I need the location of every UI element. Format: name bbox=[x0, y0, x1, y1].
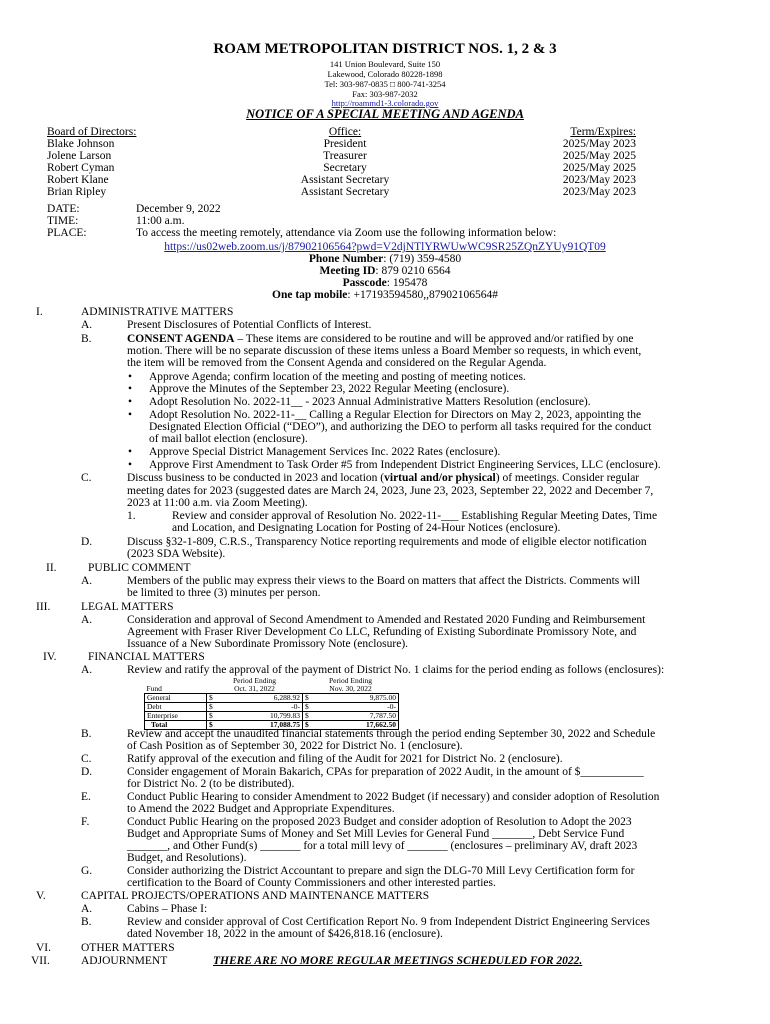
period-header-1a: Period Ending bbox=[232, 676, 277, 685]
time-value: 11:00 a.m. bbox=[136, 215, 185, 227]
fund-name: Debt bbox=[145, 703, 207, 712]
item-letter: A. bbox=[81, 903, 93, 915]
section-number: V. bbox=[36, 890, 46, 902]
total-nov: 17,662.50 bbox=[321, 721, 398, 730]
dollar-sign: $ bbox=[303, 694, 322, 703]
item-text: of mail ballot election (enclosure). bbox=[149, 433, 308, 445]
meetings-line bbox=[127, 472, 639, 484]
item-text: Discuss business to be conducted in 2023 and location ( bbox=[127, 472, 385, 484]
item-text: the item will be removed from the Consent Agenda and considered on the Regular Agenda. bbox=[127, 357, 547, 369]
item-text: – These items are considered to be routine and will be approved and/or ratified by one bbox=[234, 333, 634, 345]
dollar-sign: $ bbox=[303, 703, 322, 712]
section-number: VI. bbox=[36, 942, 52, 954]
director-office: Secretary bbox=[323, 162, 367, 174]
director-office: President bbox=[323, 138, 367, 150]
director-office: Assistant Secretary bbox=[300, 186, 390, 198]
director-name: Robert Klane bbox=[47, 174, 109, 186]
period-header-2a: Period Ending bbox=[328, 676, 373, 685]
consent-agenda-heading: CONSENT AGENDA bbox=[127, 333, 235, 345]
passcode-value: : 195478 bbox=[386, 277, 428, 289]
dollar-sign: $ bbox=[207, 712, 226, 721]
item-text: Agreement with Fraser River Development Co LLC, Refunding of Existing Subordinate Promissory Note, and bbox=[127, 626, 637, 638]
one-tap-value: : +17193594580,,87902106564# bbox=[347, 289, 498, 301]
item-letter: D. bbox=[81, 766, 93, 778]
address-line-1: 141 Union Boulevard, Suite 150 bbox=[329, 59, 441, 69]
one-tap-row bbox=[0, 289, 770, 301]
notice-heading: NOTICE OF A SPECIAL MEETING AND AGENDA bbox=[246, 107, 524, 121]
board-header: Board of Directors: bbox=[47, 126, 137, 138]
item-letter: A. bbox=[81, 614, 93, 626]
item-text: Conduct Public Hearing to consider Amendment to 2022 Budget (if necessary) and consider adoption of Resolution bbox=[127, 791, 660, 803]
fund-header: Fund bbox=[145, 685, 207, 694]
director-name: Robert Cyman bbox=[47, 162, 115, 174]
item-text: ) of meetings. Consider regular bbox=[495, 472, 640, 484]
director-term: 2025/May 2025 bbox=[562, 150, 636, 162]
item-letter: A. bbox=[81, 319, 93, 331]
passcode-row bbox=[0, 277, 770, 289]
phone-line: Tel: 303-987-0835 □ 800-741-3254 bbox=[324, 79, 446, 89]
item-text: Budget and Appropriate Sums of Money and Set Mill Levies for General Fund _______, Debt Service Fund bbox=[127, 828, 625, 840]
meeting-location-emphasis: virtual and/or physical bbox=[384, 472, 496, 484]
dollar-sign: $ bbox=[303, 712, 322, 721]
total-label: Total bbox=[145, 721, 207, 730]
zoom-link[interactable]: https://us02web.zoom.us/j/87902106564?pwd=V2djNTlYRWUwWC9SR25ZQnZYUy91QT09 bbox=[164, 241, 606, 253]
phone-number-value: : (719) 359-4580 bbox=[383, 253, 462, 265]
amount-oct: 10,799.83 bbox=[225, 712, 302, 721]
item-text: Cabins – Phase I: bbox=[127, 903, 208, 915]
item-text: (2023 SDA Website). bbox=[127, 548, 226, 560]
section-number: II. bbox=[46, 562, 57, 574]
meeting-id-label: Meeting ID bbox=[319, 265, 376, 277]
section-title: ADJOURNMENT bbox=[81, 955, 168, 967]
passcode-label: Passcode bbox=[342, 277, 387, 289]
website-link[interactable]: http://roammd1-3.colorado.gov bbox=[331, 98, 439, 108]
director-name: Blake Johnson bbox=[47, 138, 115, 150]
amount-oct: -0- bbox=[225, 703, 302, 712]
zoom-link-row bbox=[0, 241, 770, 253]
phone-number-label: Phone Number bbox=[308, 253, 384, 265]
one-tap-label: One tap mobile bbox=[272, 289, 348, 301]
no-more-meetings-note: THERE ARE NO MORE REGULAR MEETINGS SCHEDULED FOR 2022. bbox=[213, 955, 583, 967]
consent-bullet: • Approve First Amendment to Task Order #5 from Independent District Engineering Services, LLC (enclosure). bbox=[149, 459, 661, 471]
section-title: LEGAL MATTERS bbox=[81, 601, 174, 613]
section-number: IV. bbox=[43, 651, 57, 663]
item-letter: A. bbox=[81, 575, 93, 587]
item-text: to Amend the 2022 Budget and Appropriate Expenditures. bbox=[127, 803, 395, 815]
consent-bullet: • Approve Agenda; confirm location of the meeting and posting of meeting notices. bbox=[149, 371, 526, 383]
meeting-id-value: : 879 0210 6564 bbox=[375, 265, 451, 277]
section-number: I. bbox=[36, 306, 43, 318]
item-text: for District No. 2 (to be distributed). bbox=[127, 778, 295, 790]
fax-line: Fax: 303-987-2032 bbox=[352, 89, 418, 99]
place-label: PLACE: bbox=[47, 227, 87, 239]
item-text: Review and consider approval of Resolution No. 2022-11-___ Establishing Regular Meeting Dates, Time bbox=[172, 510, 658, 522]
district-title: ROAM METROPOLITAN DISTRICT NOS. 1, 2 & 3 bbox=[213, 41, 557, 57]
amount-nov: -0- bbox=[321, 703, 398, 712]
dollar-sign: $ bbox=[207, 703, 226, 712]
term-header: Term/Expires: bbox=[570, 126, 636, 138]
section-number: VII. bbox=[31, 955, 50, 967]
director-term: 2025/May 2025 bbox=[562, 162, 636, 174]
item-letter: F. bbox=[81, 816, 90, 828]
item-text: Review and ratify the approval of the payment of District No. 1 claims for the period ending as follows (enclosures): bbox=[127, 664, 665, 676]
consent-bullet: • Approve the Minutes of the September 23, 2022 Regular Meeting (enclosure). bbox=[149, 383, 509, 395]
amount-oct: 6,288.92 bbox=[225, 694, 302, 703]
consent-agenda-line bbox=[127, 333, 734, 345]
dollar-sign: $ bbox=[207, 721, 226, 730]
item-text: Members of the public may express their views to the Board on matters that affect the Districts. Comments will bbox=[127, 575, 641, 587]
section-title: ADMINISTRATIVE MATTERS bbox=[81, 306, 234, 318]
item-letter: G. bbox=[81, 865, 93, 877]
item-text: _______, and Other Fund(s) _______ for a total mill levy of _______ (enclosures – preliminary AV, draft 2023 bbox=[127, 840, 638, 852]
office-header: Office: bbox=[328, 126, 362, 138]
item-text: motion. There will be no separate discussion of these items unless a Board Member so requests, in which event, bbox=[127, 345, 642, 357]
total-oct: 17,088.75 bbox=[225, 721, 302, 730]
amount-nov: 7,787.50 bbox=[321, 712, 398, 721]
item-text: Review and accept the unaudited financial statements through the period ending September 30, 2022 and Schedule bbox=[127, 728, 656, 740]
item-text: Budget, and Resolutions). bbox=[127, 852, 247, 864]
fund-name: Enterprise bbox=[145, 712, 207, 721]
time-label: TIME: bbox=[47, 215, 79, 227]
item-text: Ratify approval of the execution and filing of the Audit for 2021 for District No. 2 (enclosure). bbox=[127, 753, 563, 765]
director-name: Brian Ripley bbox=[47, 186, 107, 198]
item-letter: B. bbox=[81, 916, 92, 928]
item-text: Review and consider approval of Cost Certification Report No. 9 from Independent District Engineering Services bbox=[127, 916, 650, 928]
item-text: meeting dates for 2023 (suggested dates are March 24, 2023, June 23, 2023, September 22, 2022 and December 7, bbox=[127, 485, 654, 497]
item-text: Conduct Public Hearing on the proposed 2023 Budget and consider adoption of Resolution to Adopt the 2023 bbox=[127, 816, 632, 828]
section-number: III. bbox=[36, 601, 51, 613]
claims-table bbox=[144, 677, 399, 730]
item-letter: A. bbox=[81, 664, 93, 676]
item-text: 2023 at 11:00 a.m. via Zoom Meeting). bbox=[127, 497, 308, 509]
phone-number-row bbox=[0, 253, 770, 265]
item-text: certification to the Board of County Commissioners and other interested parties. bbox=[127, 877, 496, 889]
date-label: DATE: bbox=[47, 203, 80, 215]
director-name: Jolene Larson bbox=[47, 150, 112, 162]
director-term: 2023/May 2023 bbox=[562, 174, 636, 186]
director-term: 2025/May 2023 bbox=[562, 138, 636, 150]
item-letter: C. bbox=[81, 753, 92, 765]
dollar-sign: $ bbox=[207, 694, 226, 703]
period-header-1b: Oct. 31, 2022 bbox=[207, 685, 303, 694]
item-text: of Cash Position as of September 30, 2022 for District No. 1 (enclosure). bbox=[127, 740, 463, 752]
director-term: 2023/May 2023 bbox=[562, 186, 636, 198]
director-office: Assistant Secretary bbox=[300, 174, 390, 186]
item-letter: E. bbox=[81, 791, 91, 803]
place-value: To access the meeting remotely, attendance via Zoom use the following information below: bbox=[136, 227, 557, 239]
item-letter: B. bbox=[81, 728, 92, 740]
dollar-sign: $ bbox=[303, 721, 322, 730]
item-text: Consider engagement of Morain Bakarich, CPAs for preparation of 2022 Audit, in the amount of $___________ bbox=[127, 766, 644, 778]
item-text: Issuance of a New Subordinate Promissory Note (enclosure). bbox=[127, 638, 409, 650]
address-line-2: Lakewood, Colorado 80228-1898 bbox=[327, 69, 443, 79]
consent-bullet: • Adopt Resolution No. 2022-11__ - 2023 Annual Administrative Matters Resolution (enclosure). bbox=[149, 396, 591, 408]
consent-bullet: • Adopt Resolution No. 2022-11-__ Calling a Regular Election for Directors on May 2, 2023, appointing the bbox=[149, 409, 641, 421]
subitem-number: 1. bbox=[127, 510, 136, 522]
item-text: dated November 18, 2022 in the amount of $426,818.16 (enclosure). bbox=[127, 928, 443, 940]
item-text: Present Disclosures of Potential Conflicts of Interest. bbox=[127, 319, 372, 331]
amount-nov: 9,875.00 bbox=[321, 694, 398, 703]
section-title: OTHER MATTERS bbox=[81, 942, 175, 954]
item-text: Consideration and approval of Second Amendment to Amended and Restated 2020 Funding and Reimbursement bbox=[127, 614, 646, 626]
item-text: Consider authorizing the District Accountant to prepare and sign the DLG-70 Mill Levy Certification form for bbox=[127, 865, 635, 877]
item-text: and Location, and Designating Location for Posting of 24-Hour Notices (enclosure). bbox=[172, 522, 561, 534]
section-title: CAPITAL PROJECTS/OPERATIONS AND MAINTENANCE MATTERS bbox=[81, 890, 430, 902]
consent-bullet: • Approve Special District Management Services Inc. 2022 Rates (enclosure). bbox=[149, 446, 500, 458]
item-text: Discuss §32-1-809, C.R.S., Transparency Notice reporting requirements and mode of eligible elector notification bbox=[127, 536, 647, 548]
item-text: Designated Election Official (“DEO”), and authorizing the DEO to perform all tasks required for the conduct bbox=[149, 421, 652, 433]
section-title: FINANCIAL MATTERS bbox=[88, 651, 205, 663]
item-letter: C. bbox=[81, 472, 92, 484]
date-value: December 9, 2022 bbox=[136, 203, 221, 215]
section-title: PUBLIC COMMENT bbox=[88, 562, 191, 574]
fund-name: General bbox=[145, 694, 207, 703]
director-office: Treasurer bbox=[323, 150, 367, 162]
period-header-2b: Nov. 30, 2022 bbox=[303, 685, 399, 694]
meeting-id-row bbox=[0, 265, 770, 277]
item-letter: B. bbox=[81, 333, 92, 345]
item-letter: D. bbox=[81, 536, 93, 548]
item-text: be limited to three (3) minutes per person. bbox=[127, 587, 321, 599]
